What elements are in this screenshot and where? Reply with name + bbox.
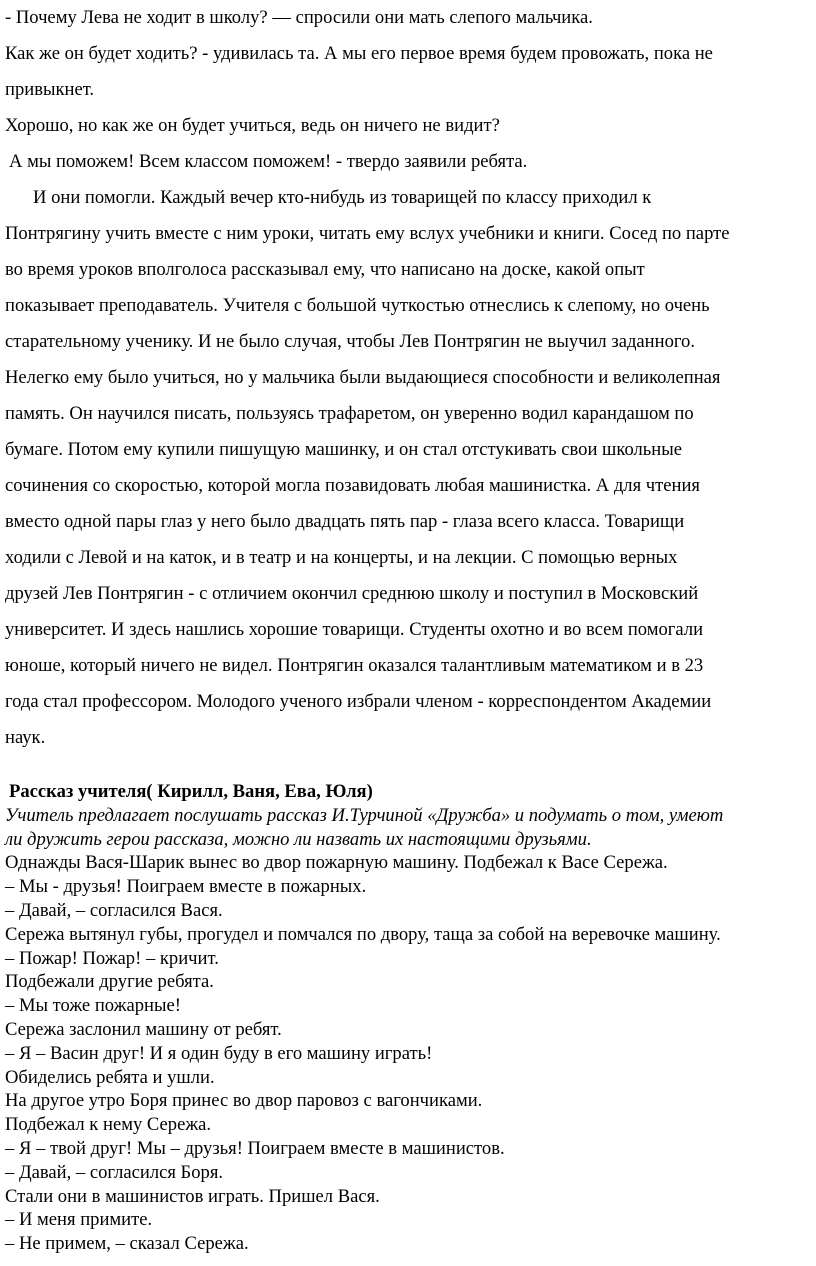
- text-line: года стал профессором. Молодого ученого избрали членом - корреспондентом Академии: [5, 691, 712, 712]
- text-line: бумаге. Потом ему купили пишущую машинку, и он стал отстукивать свои школьные: [5, 439, 682, 460]
- text-line: наук.: [5, 727, 46, 748]
- text-line: старательному ученику. И не было случая, чтобы Лев Понтрягин не выучил заданного.: [5, 331, 695, 352]
- text-line: во время уроков вполголоса рассказывал ему, что написано на доске, какой опыт: [5, 259, 645, 280]
- text-line: показывает преподаватель. Учителя с большой чуткостью отнеслись к слепому, но очень: [5, 295, 710, 316]
- paragraph-start: И они помогли. Каждый вечер кто-нибудь из товарищей по классу приходил к: [33, 187, 652, 208]
- text-line: память. Он научился писать, пользуясь трафаретом, он уверенно водил карандашом по: [5, 403, 694, 424]
- text-line: А мы поможем! Всем классом поможем! - твердо заявили ребята.: [9, 151, 528, 172]
- intro-line: Учитель предлагает послушать рассказ И.Турчиной «Дружба» и подумать о том, умеют: [5, 804, 724, 826]
- text-line: университет. И здесь нашлись хорошие товарищи. Студенты охотно и во всем помогали: [5, 619, 704, 640]
- text-line: ходили с Левой и на каток, и в театр и на концерты, и на лекции. С помощью верных: [5, 547, 678, 568]
- story-line: – Я – Васин друг! И я один буду в его машину играть!: [5, 1042, 433, 1064]
- text-line: Понтрягину учить вместе с ним уроки, читать ему вслух учебники и книги. Сосед по парте: [5, 223, 730, 244]
- story-pontryagin: [5, 0, 816, 756]
- story-line: – Мы - друзья! Поиграем вместе в пожарных.: [5, 876, 367, 898]
- text-line: Хорошо, но как же он будет учиться, ведь он ничего не видит?: [5, 115, 500, 136]
- story-line: – Пожар! Пожар! – кричит.: [5, 947, 219, 969]
- story-line: – Я – твой друг! Мы – друзья! Поиграем вместе в машинистов.: [5, 1137, 505, 1159]
- story-line: Стали они в машинистов играть. Пришел Вася.: [5, 1185, 380, 1207]
- section-heading: Рассказ учителя( Кирилл, Ваня, Ева, Юля): [9, 781, 373, 802]
- story-line: – Мы тоже пожарные!: [5, 995, 181, 1017]
- text-line: привыкнет.: [5, 79, 95, 100]
- story-friendship: [5, 780, 816, 1256]
- story-line: – Не примем, – сказал Сережа.: [5, 1233, 249, 1255]
- story-line: Подбежали другие ребята.: [5, 971, 214, 993]
- story-line: Подбежал к нему Сережа.: [5, 1114, 212, 1136]
- text-line: вместо одной пары глаз у него было двадцать пять пар - глаза всего класса. Товарищи: [5, 511, 685, 532]
- story-line: Сережа заслонил машину от ребят.: [5, 1018, 282, 1040]
- text-line: Нелегко ему было учиться, но у мальчика были выдающиеся способности и великолепная: [5, 367, 721, 388]
- text-line: Как же он будет ходить? - удивилась та. А мы его первое время будем провожать, пока не: [5, 43, 713, 64]
- story-line: На другое утро Боря принес во двор паровоз с вагончиками.: [5, 1090, 483, 1112]
- text-line: - Почему Лева не ходит в школу? — спросили они мать слепого мальчика.: [5, 7, 593, 28]
- text-line: юноше, который ничего не видел. Понтрягин оказался талантливым математиком и в 23: [5, 655, 704, 676]
- story-line: Сережа вытянул губы, прогудел и помчался по двору, таща за собой на веревочке машину.: [5, 923, 721, 945]
- intro-line: ли дружить герои рассказа, можно ли назвать их настоящими друзьями.: [5, 828, 592, 850]
- text-line: друзей Лев Понтрягин - с отличием окончил среднюю школу и поступил в Московский: [5, 583, 699, 604]
- story-line: – Давай, – согласился Вася.: [5, 899, 223, 921]
- story-line: Однажды Вася-Шарик вынес во двор пожарную машину. Подбежал к Васе Сережа.: [5, 852, 668, 874]
- story-line: – Давай, – согласился Боря.: [5, 1161, 224, 1183]
- story-line: Обиделись ребята и ушли.: [5, 1066, 215, 1088]
- story-line: – И меня примите.: [5, 1209, 153, 1231]
- text-line: сочинения со скоростью, которой могла позавидовать любая машинистка. А для чтения: [5, 475, 700, 496]
